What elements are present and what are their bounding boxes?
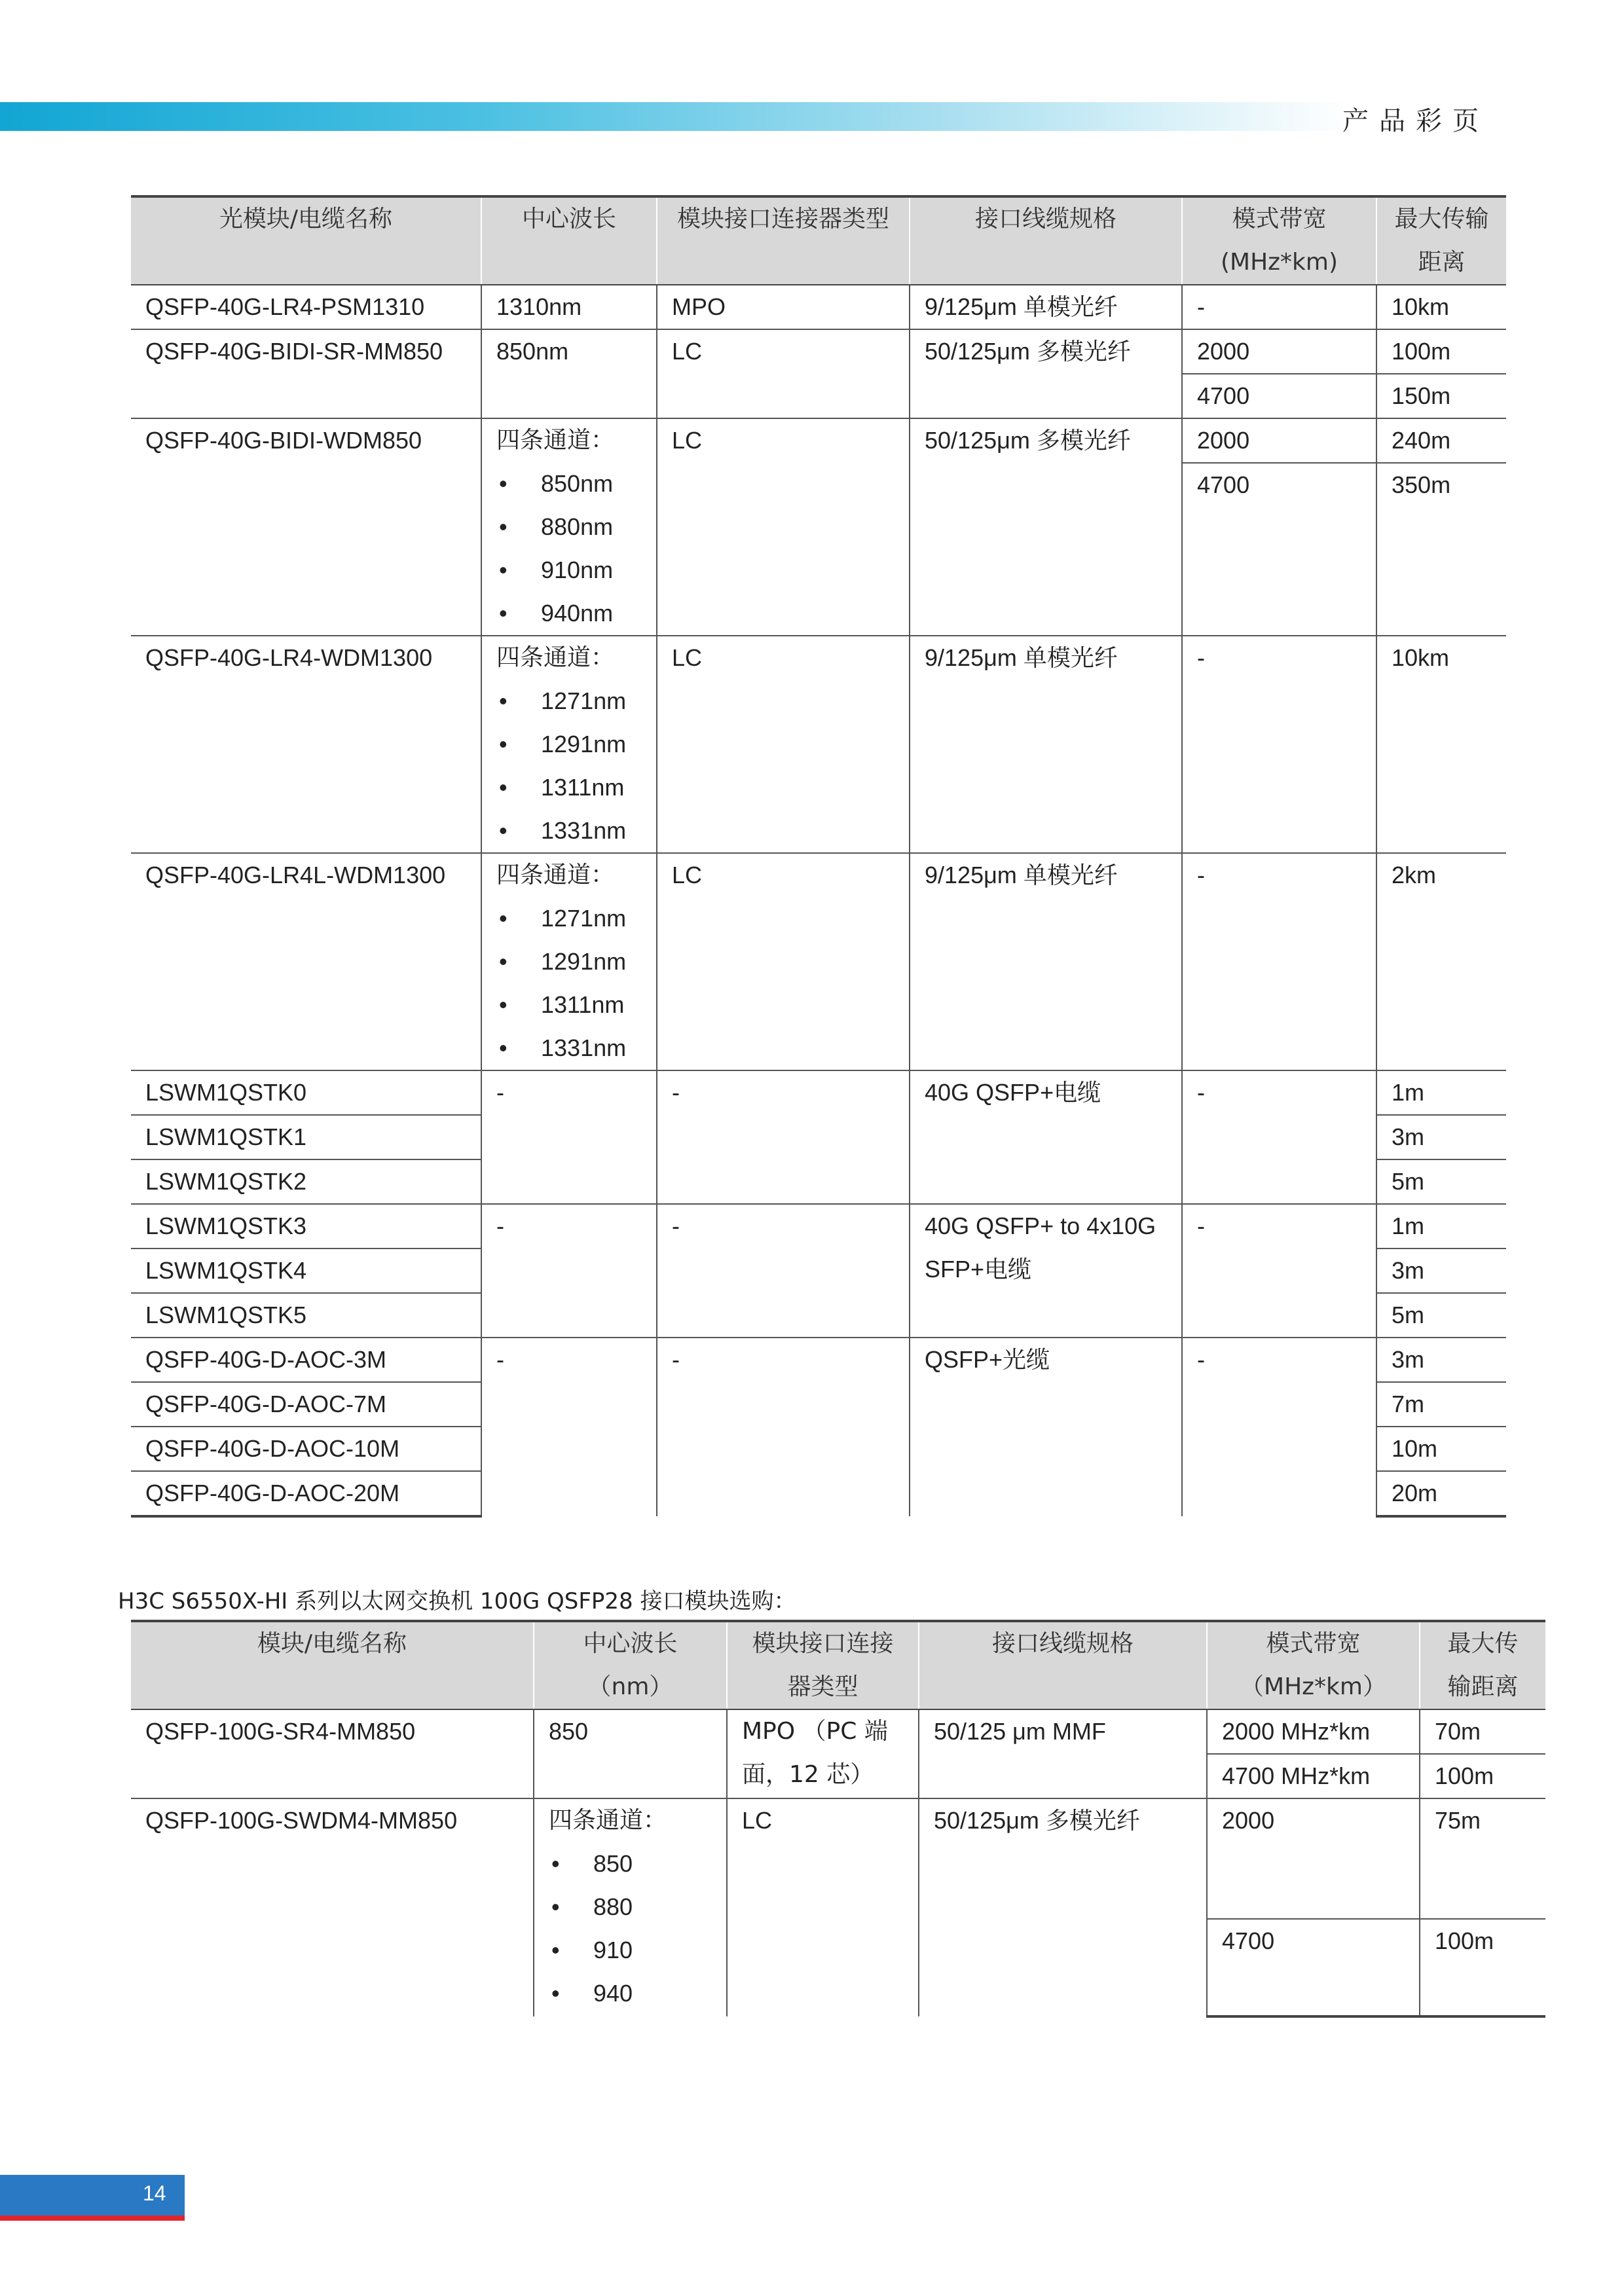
col-header-connector: 模块接口连接: [727, 1621, 919, 1666]
table-row: QSFP-100G-SR4-MM850 850 MPO （PC 端 面，12 芯） 50/125 μm MMF 2000 MHz*km 70m: [131, 1709, 1545, 1754]
table-row: QSFP-40G-D-AOC-7M 7m: [131, 1382, 1506, 1427]
col-header-wavelength: 中心波长: [481, 196, 657, 241]
col-header-cable: 接口线缆规格: [910, 196, 1182, 241]
table-row: LSWM1QSTK4 3m: [131, 1248, 1506, 1293]
col-header-bandwidth: 模式带宽: [1182, 196, 1376, 241]
col-header-distance-l2: 输距离: [1420, 1666, 1545, 1709]
table-40g-modules: [131, 195, 1506, 1518]
col-header-distance: 最大传: [1420, 1621, 1545, 1666]
col-header-connector-l2: 器类型: [727, 1666, 919, 1709]
table-row: LSWM1QSTK2 5m: [131, 1159, 1506, 1204]
wavelength-list: • 850nm • 880nm • 910nm • 940nm: [496, 462, 656, 635]
col-header-wavelength-unit: （nm）: [534, 1666, 727, 1709]
col-header-wavelength: 中心波长: [534, 1621, 727, 1666]
col-header-bandwidth: 模式带宽: [1207, 1621, 1420, 1666]
table-row: 4700 MHz*km 100m: [131, 1754, 1545, 1798]
table-row: 4700 150m: [131, 374, 1506, 418]
col-header-name: 模块/电缆名称: [131, 1621, 534, 1666]
col-header-connector: 模块接口连接器类型: [657, 196, 910, 241]
table-row: LSWM1QSTK3 - - 40G QSFP+ to 4x10G SFP+电缆 - 1m: [131, 1204, 1506, 1248]
table-row: 4700 350m: [131, 463, 1506, 636]
header-gradient-bar: [0, 102, 1349, 131]
table-row: QSFP-40G-D-AOC-3M - - QSFP+光缆 - 3m: [131, 1338, 1506, 1382]
table-row: QSFP-40G-D-AOC-20M 20m: [131, 1471, 1506, 1516]
section-heading-100g: H3C S6550X-HI 系列以太网交换机 100G QSFP28 接口模块选购：: [118, 1588, 796, 1614]
table-row: QSFP-40G-D-AOC-10M 10m: [131, 1427, 1506, 1471]
page-section-title: 产品彩页: [1342, 106, 1489, 136]
table-row: QSFP-100G-SWDM4-MM850 四条通道： • 850 • 880 • 910 • 940 LC 50/125μm 多模光纤 2000 75m: [131, 1798, 1545, 1919]
table-row: QSFP-40G-BIDI-WDM850 四条通道： • 850nm • 880nm • 910nm • 940nm LC 50/125μm 多模光纤 2000 240m: [131, 418, 1506, 463]
wavelength-list: • 1271nm • 1291nm • 1311nm • 1331nm: [496, 680, 656, 852]
table-row: LSWM1QSTK5 5m: [131, 1293, 1506, 1338]
table-row: QSFP-40G-LR4L-WDM1300 四条通道： • 1271nm • 1291nm • 1311nm • 1331nm LC 9/125μm 单模光纤 - 2km: [131, 853, 1506, 1070]
table-row: QSFP-40G-LR4-WDM1300 四条通道： • 1271nm • 1291nm • 1311nm • 1331nm LC 9/125μm 单模光纤 - 10km: [131, 636, 1506, 853]
col-header-distance-l2: 距离: [1376, 241, 1506, 285]
col-header-bandwidth-unit: （MHz*km）: [1207, 1666, 1420, 1709]
col-header-distance: 最大传输: [1376, 196, 1506, 241]
col-header-bandwidth-unit: (MHz*km): [1182, 241, 1376, 285]
table-row: 4700 100m: [131, 1919, 1545, 2016]
table-row: QSFP-40G-BIDI-SR-MM850 850nm LC 50/125μm 多模光纤 2000 100m: [131, 329, 1506, 374]
table-row: QSFP-40G-LR4-PSM1310 1310nm MPO 9/125μm 单模光纤 - 10km: [131, 285, 1506, 329]
col-header-name: 光模块/电缆名称: [131, 196, 481, 241]
wavelength-list: • 1271nm • 1291nm • 1311nm • 1331nm: [496, 897, 656, 1070]
table-100g-modules: [131, 1620, 1545, 2018]
page-number: 14: [143, 2181, 166, 2205]
table-row: LSWM1QSTK1 3m: [131, 1115, 1506, 1159]
wavelength-list: • 850 • 880 • 910 • 940: [549, 1842, 726, 2015]
table-row: LSWM1QSTK0 - - 40G QSFP+电缆 - 1m: [131, 1070, 1506, 1115]
col-header-cable: 接口线缆规格: [919, 1621, 1207, 1666]
